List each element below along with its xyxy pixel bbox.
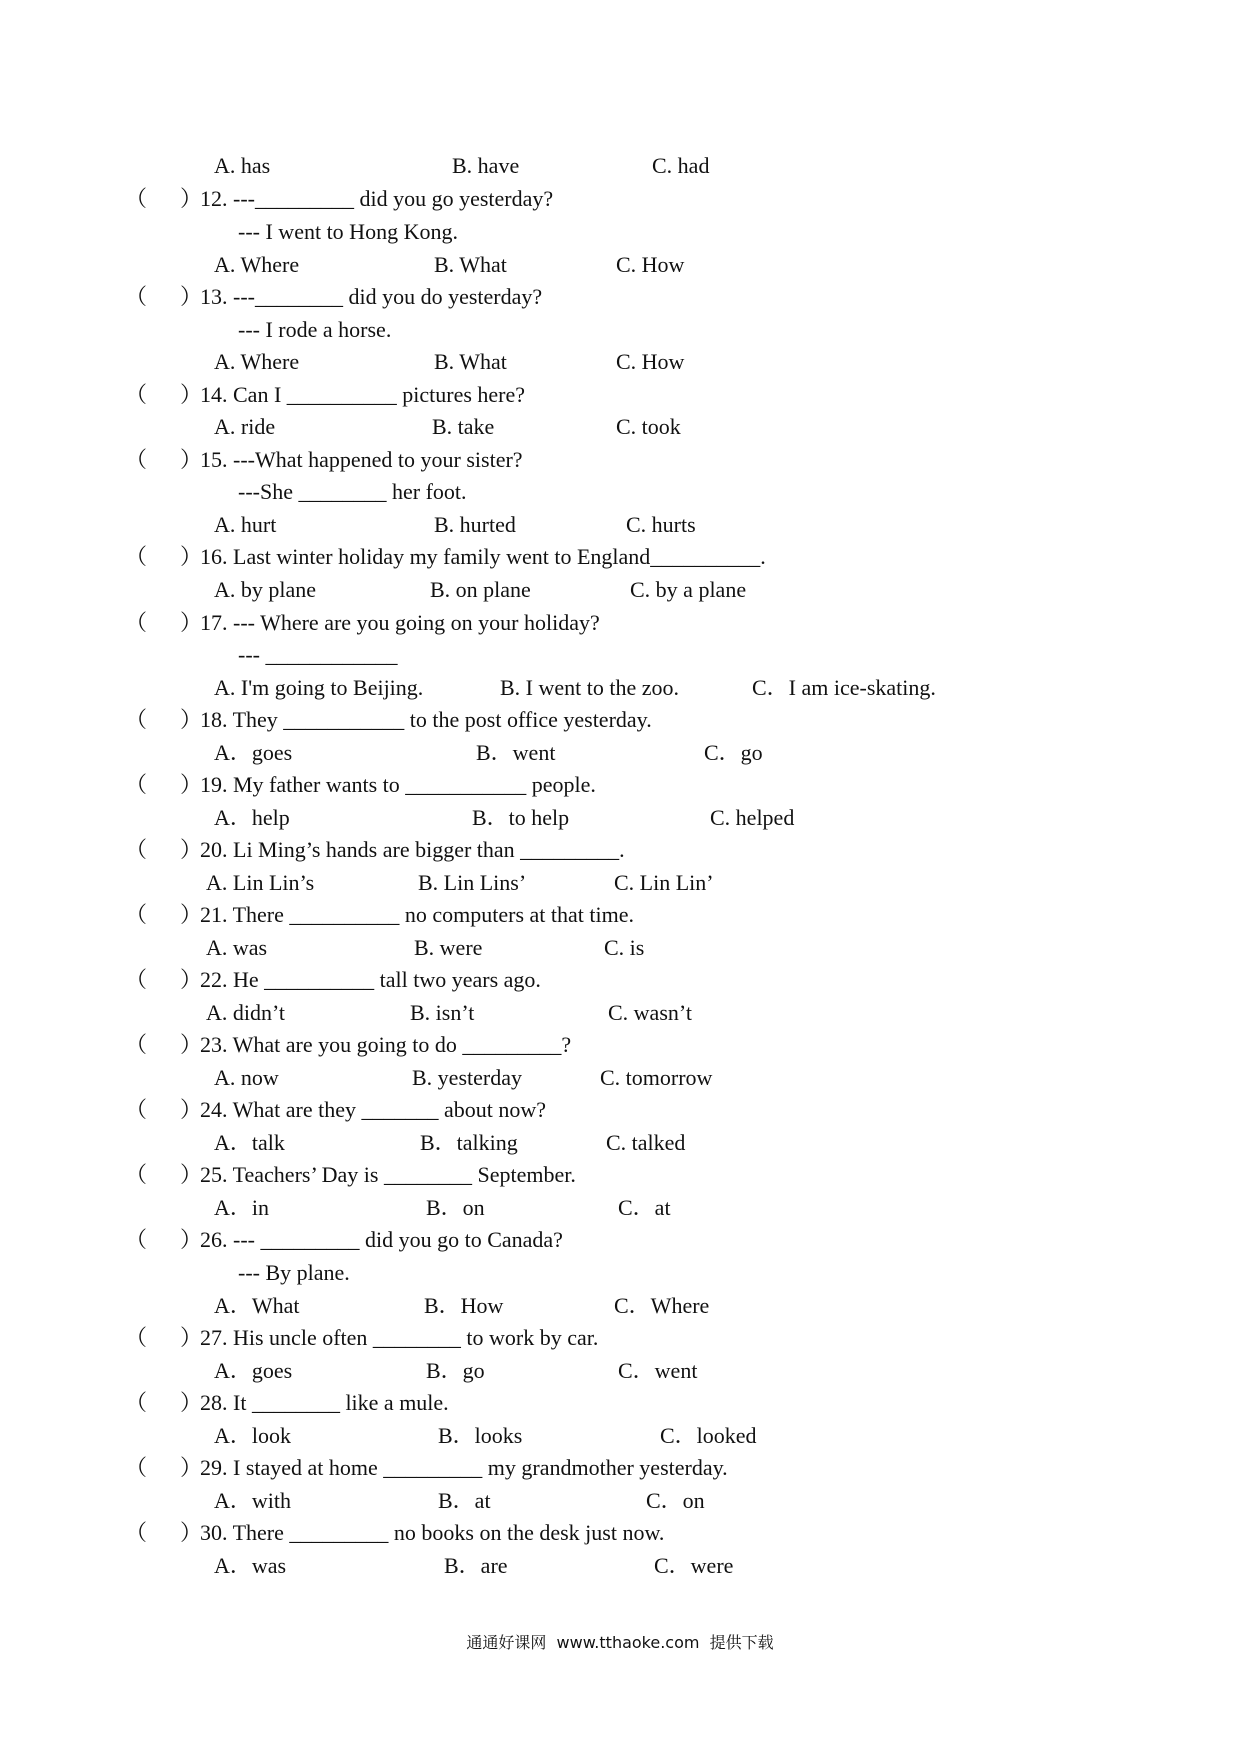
question-stem: 17. --- Where are you going on your holiday? (200, 610, 600, 635)
option-a: A．goes (214, 1358, 293, 1383)
question-reply: --- By plane. (238, 1260, 350, 1285)
option-a: A. has (214, 153, 271, 178)
answer-paren[interactable]: （ ） (125, 837, 203, 862)
option-c: C．go (704, 740, 763, 765)
answer-paren[interactable]: （ ） (125, 610, 203, 635)
answer-paren[interactable]: （ ） (125, 284, 203, 309)
option-b: B. I went to the zoo. (500, 675, 680, 700)
option-c: C. How (616, 349, 685, 374)
option-a: A．look (214, 1423, 292, 1448)
option-a: A. Where (214, 252, 300, 277)
option-b: B. What (434, 349, 507, 374)
answer-paren[interactable]: （ ） (125, 1325, 203, 1350)
option-a: A. ride (214, 414, 276, 439)
answer-paren[interactable]: （ ） (125, 382, 203, 407)
option-b: B. isn’t (410, 1000, 475, 1025)
question-stem: 12. ---_________ did you go yesterday? (200, 186, 554, 211)
option-a: A. Where (214, 349, 300, 374)
option-a: A. now (214, 1065, 279, 1090)
question-stem: 29. I stayed at home _________ my grandmother yesterday. (200, 1455, 728, 1480)
answer-paren[interactable]: （ ） (125, 707, 203, 732)
option-b: B．How (424, 1293, 504, 1318)
option-c: C．on (646, 1488, 705, 1513)
option-c: C．were (654, 1553, 734, 1578)
option-b: B. take (432, 414, 495, 439)
question-stem: 15. ---What happened to your sister? (200, 447, 523, 472)
option-c: C．I am ice-skating. (752, 675, 936, 700)
answer-paren[interactable]: （ ） (125, 1227, 203, 1252)
question-stem: 13. ---________ did you do yesterday? (200, 284, 543, 309)
question-stem: 23. What are you going to do _________? (200, 1032, 572, 1057)
answer-paren[interactable]: （ ） (125, 1032, 203, 1057)
option-a: A. was (206, 935, 268, 960)
option-a: A. hurt (214, 512, 277, 537)
option-c: C. Lin Lin’ (614, 870, 714, 895)
page-footer: 通通好课网 www.tthaoke.com 提供下载 (466, 1633, 774, 1652)
question-stem: 19. My father wants to ___________ people. (200, 772, 596, 797)
question-stem: 14. Can I __________ pictures here? (200, 382, 526, 407)
option-b: B．on (426, 1195, 485, 1220)
option-b: B．go (426, 1358, 485, 1383)
option-a: A. I'm going to Beijing. (214, 675, 424, 700)
answer-paren[interactable]: （ ） (125, 902, 203, 927)
answer-paren[interactable]: （ ） (125, 1390, 203, 1415)
question-reply: ---She ________ her foot. (238, 479, 467, 504)
question-stem: 18. They ___________ to the post office yesterday. (200, 707, 652, 732)
question-stem: 26. --- _________ did you go to Canada? (200, 1227, 563, 1252)
option-a: A．was (214, 1553, 287, 1578)
option-a: A．help (214, 805, 290, 830)
option-a: A. didn’t (206, 1000, 286, 1025)
question-stem: 28. It ________ like a mule. (200, 1390, 449, 1415)
question-stem: 30. There _________ no books on the desk just now. (200, 1520, 665, 1545)
question-reply: --- I went to Hong Kong. (238, 219, 458, 244)
answer-paren[interactable]: （ ） (125, 1455, 203, 1480)
answer-paren[interactable]: （ ） (125, 772, 203, 797)
option-b: B. on plane (430, 577, 531, 602)
option-b: B．talking (420, 1130, 518, 1155)
option-c: C．Where (614, 1293, 710, 1318)
option-b: B. were (414, 935, 483, 960)
option-b: B. hurted (434, 512, 516, 537)
option-c: C. How (616, 252, 685, 277)
question-reply: --- I rode a horse. (238, 317, 392, 342)
option-c: C. hurts (626, 512, 696, 537)
option-a: A．What (214, 1293, 300, 1318)
option-c: C. had (652, 153, 710, 178)
answer-paren[interactable]: （ ） (125, 447, 203, 472)
answer-paren[interactable]: （ ） (125, 186, 203, 211)
option-c: C. by a plane (630, 577, 747, 602)
question-reply: --- ____________ (238, 642, 398, 667)
option-a: A．with (214, 1488, 292, 1513)
option-b: B．are (444, 1553, 508, 1578)
option-c: C. is (604, 935, 645, 960)
option-a: A．goes (214, 740, 293, 765)
answer-paren[interactable]: （ ） (125, 544, 203, 569)
question-stem: 22. He __________ tall two years ago. (200, 967, 541, 992)
option-b: B. Lin Lins’ (418, 870, 527, 895)
option-c: C．at (618, 1195, 671, 1220)
option-b: B．at (438, 1488, 491, 1513)
answer-paren[interactable]: （ ） (125, 967, 203, 992)
answer-paren[interactable]: （ ） (125, 1162, 203, 1187)
option-b: B. What (434, 252, 507, 277)
option-b: B．went (476, 740, 556, 765)
option-a: A. by plane (214, 577, 317, 602)
option-c: C. took (616, 414, 681, 439)
question-stem: 16. Last winter holiday my family went to England__________. (200, 544, 766, 569)
question-stem: 25. Teachers’ Day is ________ September. (200, 1162, 576, 1187)
option-c: C．went (618, 1358, 698, 1383)
option-c: C. talked (606, 1130, 686, 1155)
question-stem: 27. His uncle often ________ to work by car. (200, 1325, 599, 1350)
option-a: A．in (214, 1195, 270, 1220)
option-c: C. wasn’t (608, 1000, 692, 1025)
answer-paren[interactable]: （ ） (125, 1097, 203, 1122)
option-b: B．to help (472, 805, 570, 830)
option-c: C. tomorrow (600, 1065, 713, 1090)
option-b: B．looks (438, 1423, 523, 1448)
option-c: C. helped (710, 805, 795, 830)
option-c: C．looked (660, 1423, 757, 1448)
option-b: B. yesterday (412, 1065, 522, 1090)
option-b: B. have (452, 153, 520, 178)
question-stem: 20. Li Ming’s hands are bigger than _________. (200, 837, 625, 862)
answer-paren[interactable]: （ ） (125, 1520, 203, 1545)
option-a: A．talk (214, 1130, 285, 1155)
option-a: A. Lin Lin’s (206, 870, 315, 895)
question-stem: 24. What are they _______ about now? (200, 1097, 547, 1122)
question-stem: 21. There __________ no computers at that time. (200, 902, 635, 927)
